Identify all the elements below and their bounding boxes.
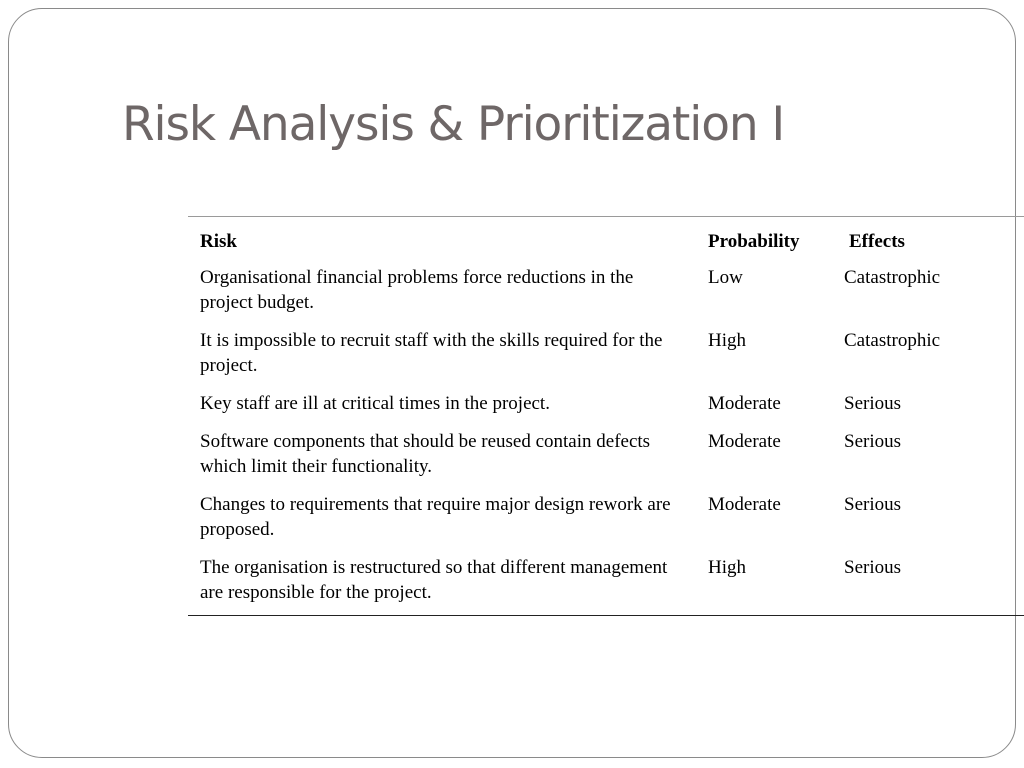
risk-cell: Changes to requirements that require major design rework are proposed. [200,494,671,540]
probability-cell: Moderate [708,431,781,452]
header-risk: Risk [200,231,237,252]
probability-cell: Moderate [708,494,781,515]
effects-cell: Serious [844,431,901,452]
risk-cell: Software components that should be reused contain defects which limit their functionality. [200,431,651,477]
risk-table [188,216,1024,616]
table-row [188,388,1024,426]
header-probability: Probability [708,231,800,252]
risk-cell: Organisational financial problems force reductions in the project budget. [200,267,634,313]
risk-cell: The organisation is restructured so that different management are responsible for the project. [200,557,668,603]
table-row [188,489,1024,552]
effects-cell: Serious [844,557,901,578]
table-row [188,262,1024,325]
probability-cell: Moderate [708,393,781,414]
probability-cell: Low [708,267,743,288]
effects-cell: Serious [844,393,901,414]
effects-cell: Catastrophic [844,267,941,288]
risk-cell: Key staff are ill at critical times in the project. [200,393,550,414]
risk-cell: It is impossible to recruit staff with the skills required for the project. [200,330,663,376]
table-row [188,552,1024,616]
slide-title: Risk Analysis & Prioritization I [122,97,785,152]
table-row [188,426,1024,489]
probability-cell: High [708,330,746,351]
effects-cell: Catastrophic [844,330,941,351]
table-header-row [188,217,1024,263]
probability-cell: High [708,557,746,578]
table-row [188,325,1024,388]
header-effects: Effects [849,231,905,252]
effects-cell: Serious [844,494,901,515]
